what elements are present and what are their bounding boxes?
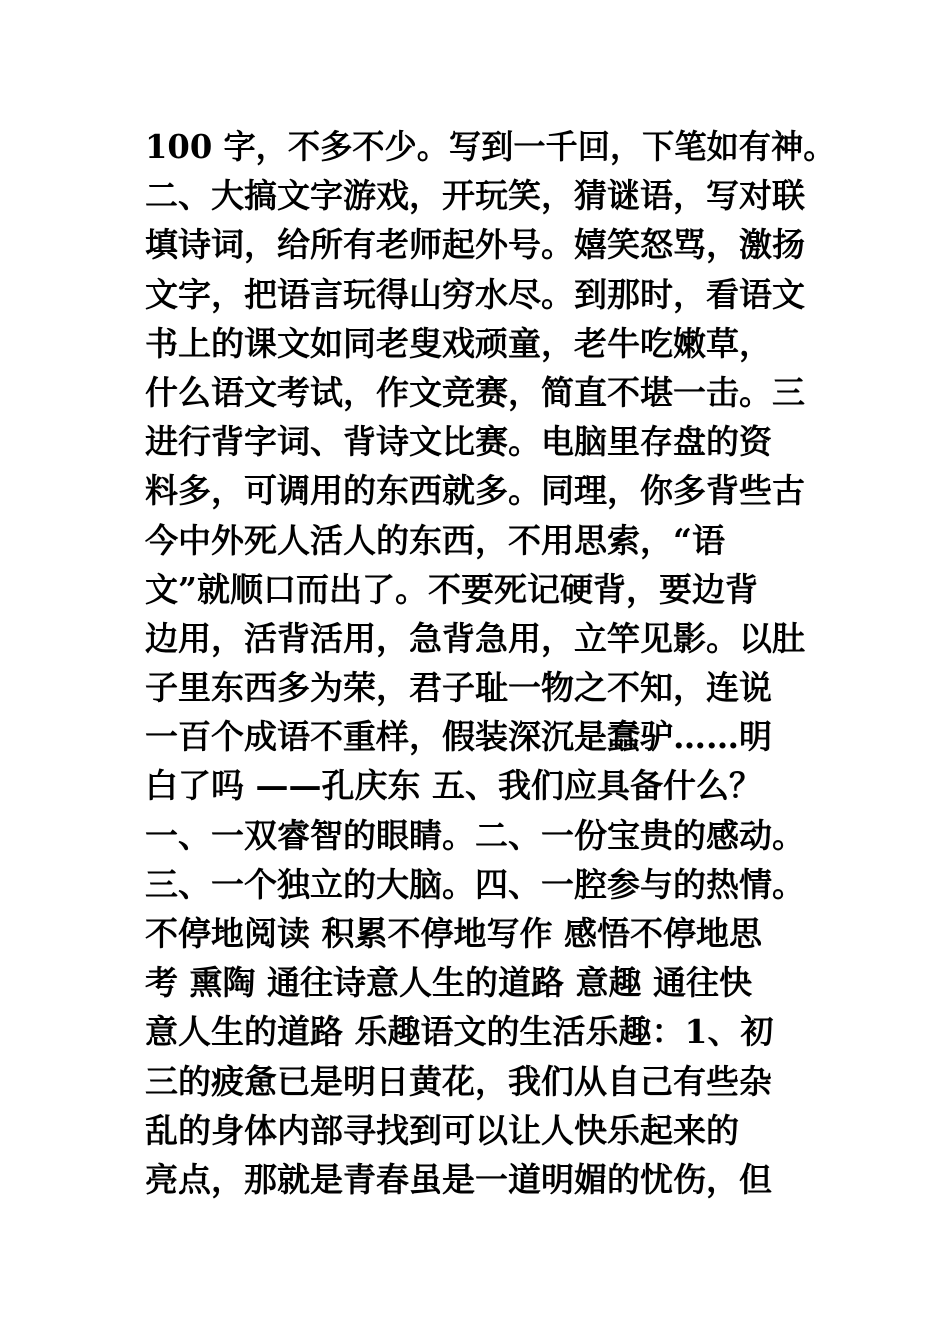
text-line-6: 什么语文考试，作文竞赛，简直不堪一击。三 <box>145 372 805 412</box>
body-text <box>145 122 835 1204</box>
text-line-17: 不停地阅读 积累不停地写作 感悟不停地思 <box>145 914 762 953</box>
text-line-10: 文”就顺口而出了。不要死记硬背，要边背 <box>145 569 758 609</box>
text-line-9: 今中外死人活人的东西，不用思索，“语 <box>145 520 725 560</box>
text-line-14: 白了吗 ——孔庆东 五、我们应具备什么？ <box>145 766 762 806</box>
text-line-15: 一、一双睿智的眼睛。二、一份宝贵的感动。 <box>145 815 805 855</box>
text-line-3: 填诗词，给所有老师起外号。嬉笑怒骂，激扬 <box>145 225 805 265</box>
text-line-7: 进行背字词、背诗文比赛。电脑里存盘的资 <box>145 422 772 462</box>
text-line-4: 文字，把语言玩得山穷水尽。到那时，看语文 <box>145 274 805 314</box>
text-line-5: 书上的课文如同老叟戏顽童，老牛吃嫩草， <box>145 323 772 363</box>
text-line-1: 100 字，不多不少。写到一千回，下笔如有神。 <box>145 127 836 166</box>
text-line-8: 料多，可调用的东西就多。同理，你多背些古 <box>145 471 805 511</box>
text-line-11: 边用，活背活用，急背急用，立竿见影。以肚 <box>145 618 805 658</box>
text-line-20: 三的疲惫已是明日黄花，我们从自己有些杂 <box>145 1061 772 1101</box>
text-line-18: 考 熏陶 通往诗意人生的道路 意趣 通往快 <box>145 963 752 1003</box>
text-line-12: 子里东西多为荣，君子耻一物之不知，连说 <box>145 668 772 708</box>
text-line-16: 三、一个独立的大脑。四、一腔参与的热情。 <box>145 864 805 904</box>
text-line-2: 二、大搞文字游戏，开玩笑，猜谜语，写对联 <box>145 176 805 216</box>
text-line-22: 亮点，那就是青春虽是一道明媚的忧伤，但 <box>145 1159 772 1199</box>
text-line-13: 一百个成语不重样，假装深沉是蠢驴……明 <box>145 717 772 757</box>
text-line-19: 意人生的道路 乐趣语文的生活乐趣：1、初 <box>145 1012 774 1052</box>
text-line-21: 乱的身体内部寻找到可以让人快乐起来的 <box>145 1110 739 1150</box>
